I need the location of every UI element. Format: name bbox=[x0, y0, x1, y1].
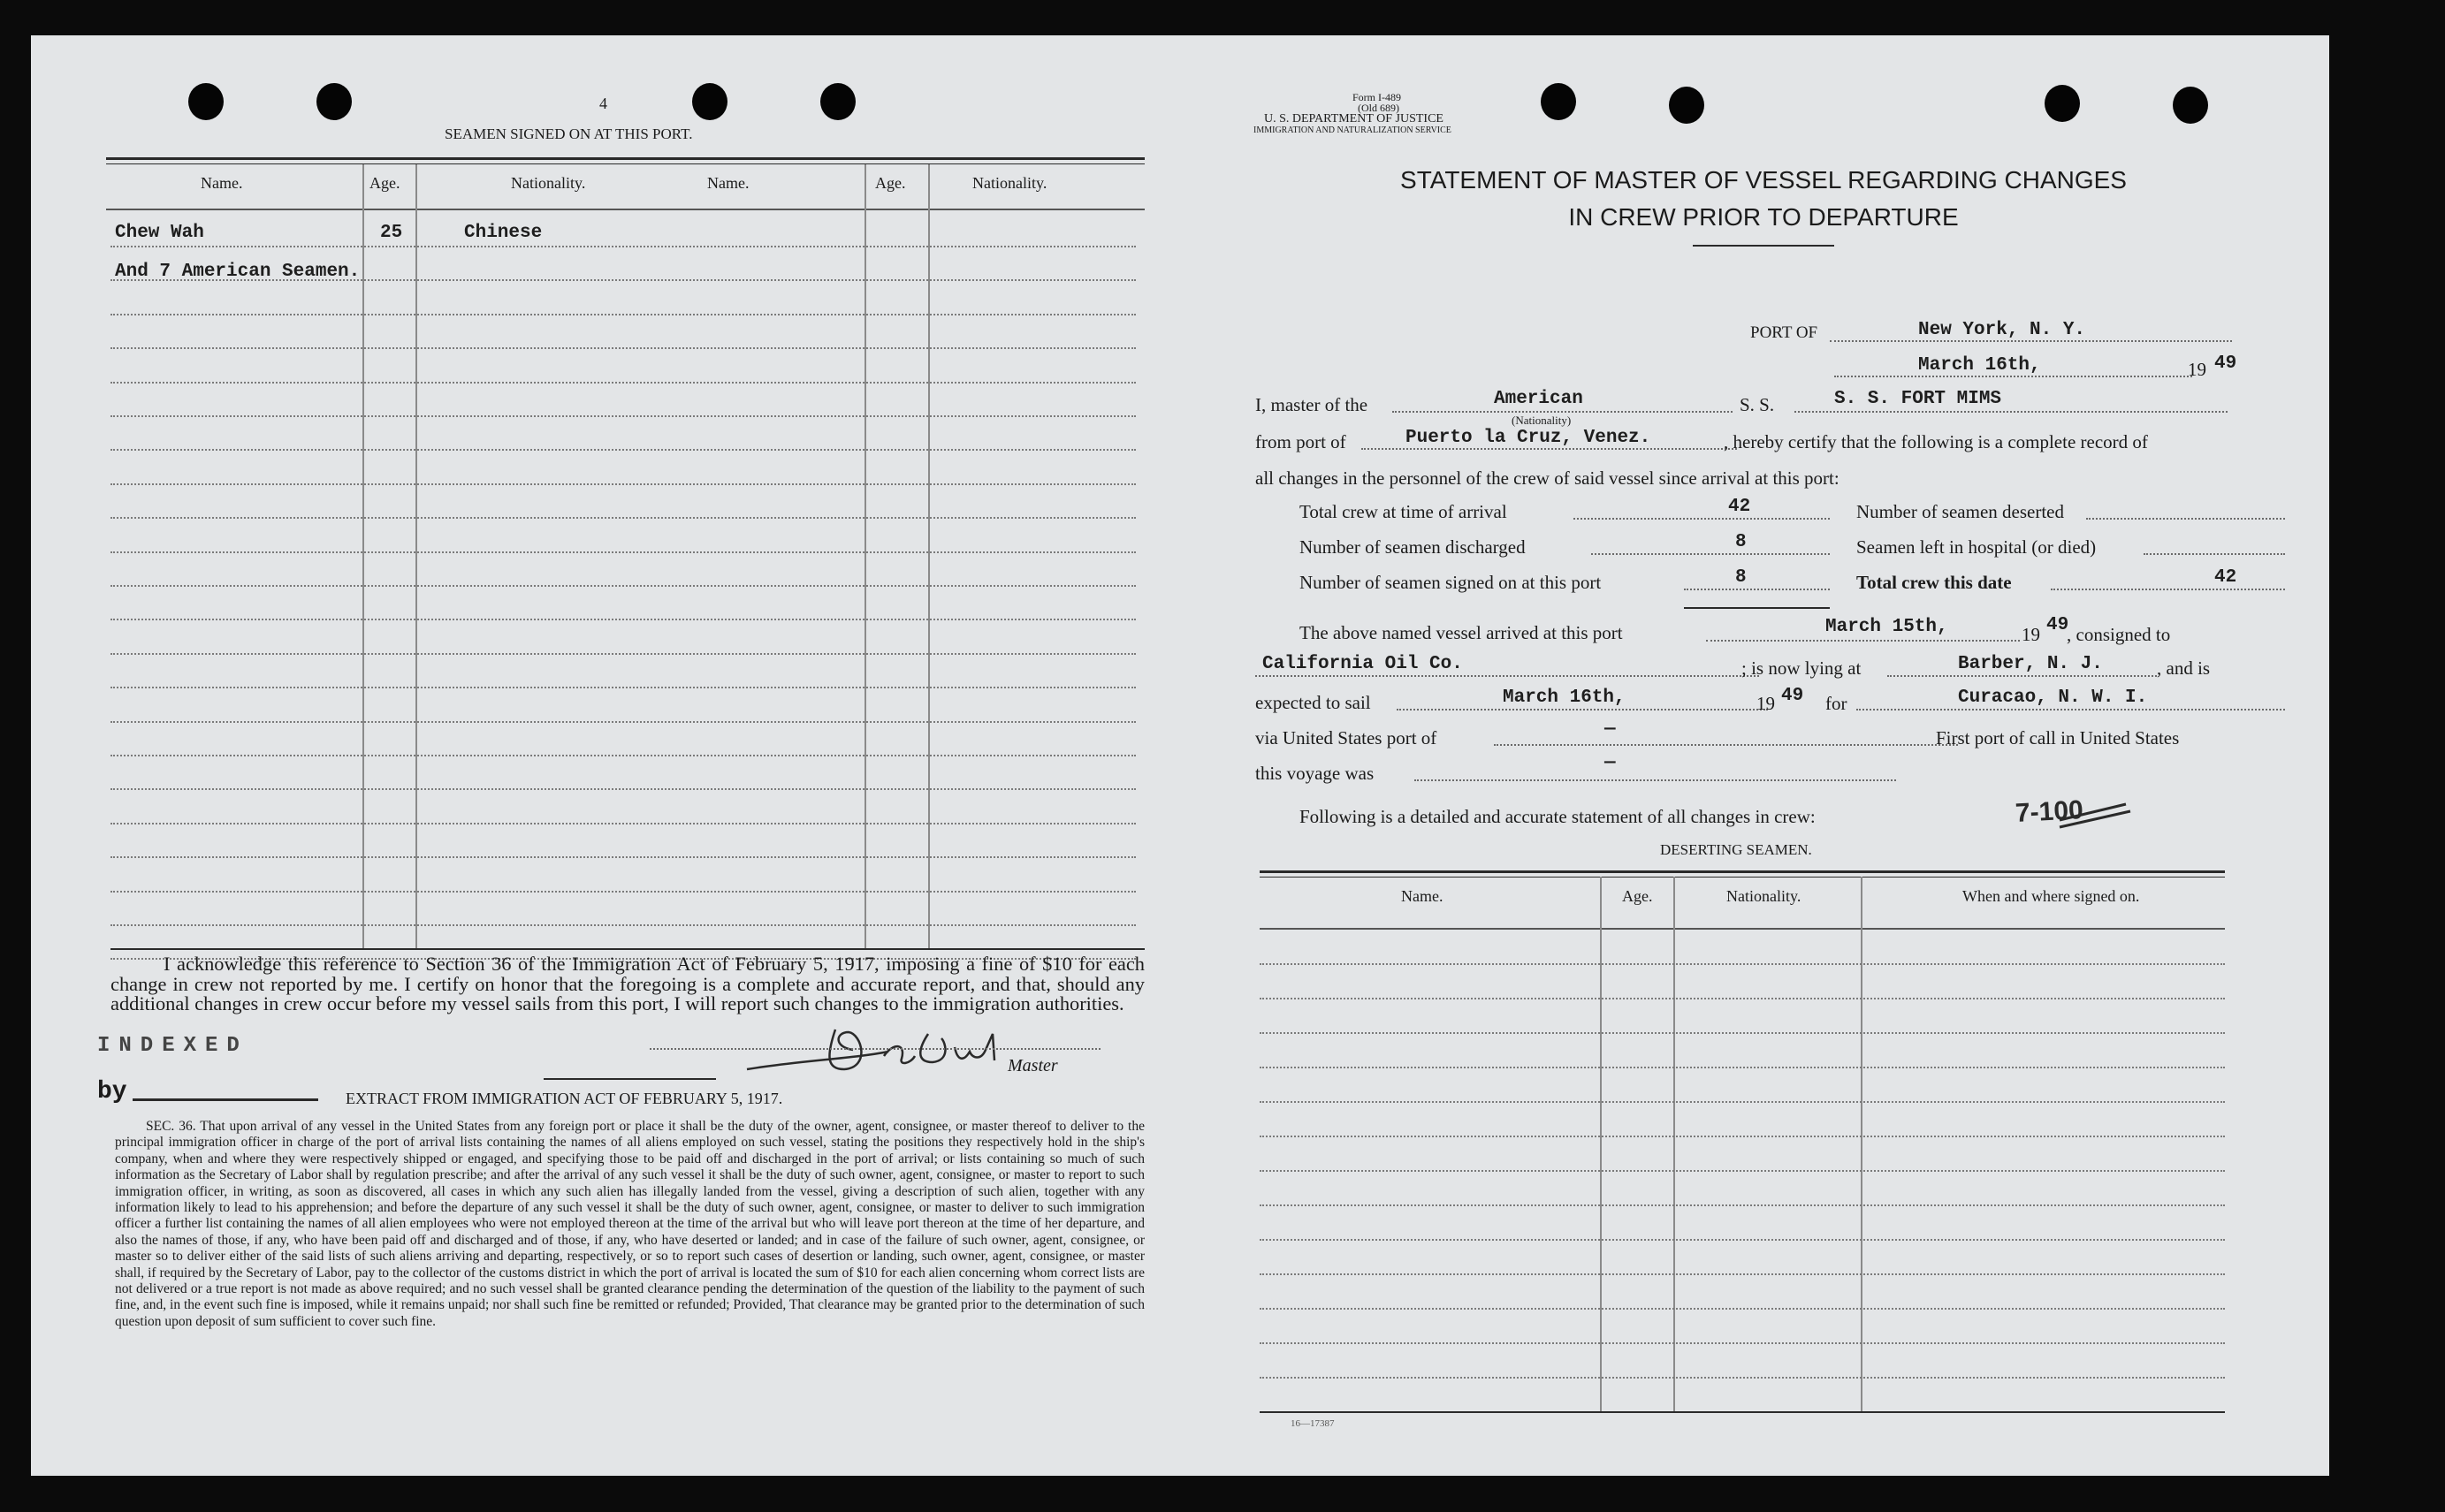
document-sheet bbox=[31, 35, 2329, 1476]
signed-on-label: Number of seamen signed on at this port bbox=[1299, 572, 1602, 593]
deserted-line bbox=[2086, 518, 2285, 520]
table-row-rule bbox=[110, 721, 1136, 723]
footer-code: 16—17387 bbox=[1291, 1418, 1335, 1429]
this-voyage-value: — bbox=[1604, 753, 1616, 773]
nationality-caption: (Nationality) bbox=[1512, 414, 1572, 427]
table-row-rule bbox=[110, 415, 1136, 417]
from-port-label: from port of bbox=[1255, 431, 1346, 452]
signed-on-value: 8 bbox=[1735, 567, 1747, 588]
column-divider bbox=[362, 164, 364, 949]
arrived-year-prefix: 19 bbox=[2022, 624, 2040, 645]
table-row-rule bbox=[110, 585, 1136, 587]
punch-hole bbox=[1541, 83, 1576, 120]
table-row-rule bbox=[110, 856, 1136, 858]
punch-hole bbox=[2173, 87, 2208, 124]
sail-year-prefix: 19 bbox=[1756, 693, 1775, 714]
deserting-row-rule bbox=[1260, 1273, 2225, 1275]
total-crew-arrival-line bbox=[1573, 518, 1830, 520]
deserting-bottom-rule bbox=[1260, 1411, 2225, 1413]
column-header: Nationality. bbox=[972, 174, 1047, 192]
deserting-top-rule bbox=[1260, 870, 2225, 873]
deserting-row-rule bbox=[1260, 1239, 2225, 1241]
port-line bbox=[1830, 340, 2232, 342]
table-cell-name: Chew Wah bbox=[115, 223, 204, 243]
discharged-label: Number of seamen discharged bbox=[1299, 536, 1526, 558]
column-divider bbox=[415, 164, 417, 949]
column-header: Nationality. bbox=[511, 174, 586, 192]
form-old-number: (Old 689) bbox=[1358, 102, 1399, 114]
column-header: Name. bbox=[201, 174, 243, 192]
signed-on-line bbox=[1684, 589, 1830, 590]
column-header: When and where signed on. bbox=[1962, 887, 2140, 905]
punch-hole bbox=[188, 83, 224, 120]
deserting-header-rule bbox=[1260, 928, 2225, 930]
table-top-rule bbox=[106, 163, 1145, 164]
deserting-row-rule bbox=[1260, 1204, 2225, 1206]
section-title-signed-on: SEAMEN SIGNED ON AT THIS PORT. bbox=[445, 125, 693, 142]
deserting-row-rule bbox=[1260, 963, 2225, 965]
master-signature bbox=[729, 1007, 1047, 1087]
column-divider bbox=[1861, 877, 1862, 1411]
nationality-value: American bbox=[1494, 389, 1583, 409]
vessel-name: S. S. FORT MIMS bbox=[1834, 389, 2002, 409]
table-row-rule bbox=[110, 246, 1136, 247]
crossout-mark bbox=[2011, 794, 2135, 838]
sail-date: March 16th, bbox=[1503, 688, 1626, 708]
sail-date-line bbox=[1397, 709, 1768, 710]
title-rule bbox=[1693, 245, 1834, 247]
table-row-rule bbox=[110, 347, 1136, 349]
column-header: Name. bbox=[707, 174, 750, 192]
deserted-label: Number of seamen deserted bbox=[1856, 501, 2064, 522]
indexed-stamp: INDEXED bbox=[97, 1034, 248, 1058]
arrived-label: The above named vessel arrived at this port bbox=[1299, 622, 1623, 643]
table-row-rule bbox=[110, 788, 1136, 790]
deserting-row-rule bbox=[1260, 1032, 2225, 1034]
table-row-rule bbox=[110, 551, 1136, 553]
deserting-title: DESERTING SEAMEN. bbox=[1660, 841, 1812, 858]
lying-value: Barber, N. J. bbox=[1958, 654, 2103, 674]
table-row-rule bbox=[110, 823, 1136, 824]
this-voyage-line bbox=[1414, 779, 1896, 781]
sail-year: 49 bbox=[1781, 686, 1804, 706]
deserting-row-rule bbox=[1260, 998, 2225, 999]
total-today-line bbox=[2051, 589, 2285, 590]
expected-label: expected to sail bbox=[1255, 692, 1371, 713]
column-divider bbox=[1600, 877, 1602, 1411]
punch-hole bbox=[316, 83, 352, 120]
acknowledgment-text: I acknowledge this reference to Section 36 of the Immigration Act of February 5, 1917, imposing a fine of $10 for each change in crew not reported by me. I certify on honor that the foregoing is a complete and accurate report, and that, should any additional changes in crew occur before my vessel sails from this port, I will report such changes to the immigration authorities. bbox=[110, 953, 1145, 1014]
table-header-rule bbox=[106, 209, 1145, 210]
by-line bbox=[133, 1098, 318, 1101]
table-row-rule bbox=[110, 517, 1136, 519]
vessel-line bbox=[1794, 411, 2228, 413]
table-row-rule bbox=[110, 619, 1136, 620]
extract-text: SEC. 36. That upon arrival of any vessel in the United States from any foreign port or place it shall be the duty of the owner, agent, consignee, or master thereof to deliver to the principal immigration officer in charge of the port of arrival lists containing the names of all aliens employed on such vessel, stating the positions they respectively hold in the ship's company, when and where they were respectively shipped or engaged, and specifying those to be paid off and discharged in the port of arrival; or lists containing so much of such information as the Secretary of Labor shall by regulation prescribe; and after the arrival of any such vessel it shall be the duty of such owner, agent, consignee, or master to report to such immigration officer, in writing, as soon as discovered, all cases in which any such alien has illegally landed from the vessel, giving a description of such alien, together with any information likely to lead to his apprehension; and before the departure of any such vessel it shall be the duty of such owner, agent, consignee, or master to deliver to such immigration officer a further list containing the names of all alien employees who were not employed thereon at the time of the arrival but who will leave port thereon at the time of her departure, and also the names of those, if any, who have been paid off and discharged and of those, if any, who have deserted or landed; and in case of the failure of such owner, agent, consignee, or master so to deliver either of the said lists of such aliens arriving and departing, respectively, or so to report such cases of desertion or landing, such owner, agent, consignee, or master shall, if required by the Secretary of Labor, pay to the collector of the customs district in which the port of arrival is located the sum of $10 for each alien concerning whom correct lists are not delivered or a true report is not made as above required; and no such vessel shall be granted clearance pending the determination of the question of the liability to the payment of such fine, and, in the event such fine is imposed, while it remains unpaid; nor shall such fine be remitted or refunded; Provided, That clearance may be granted prior to the determination of such question upon deposit of sum sufficient to cover such fine. bbox=[115, 1119, 1145, 1329]
column-header: Age. bbox=[369, 174, 400, 192]
deserting-row-rule bbox=[1260, 1170, 2225, 1172]
signature-line bbox=[650, 1048, 1101, 1050]
first-port-label: First port of call in United States bbox=[1936, 727, 2180, 748]
following-text: Following is a detailed and accurate statement of all changes in crew: bbox=[1299, 806, 1816, 827]
by-label: by bbox=[97, 1078, 127, 1106]
date-value: March 16th, bbox=[1918, 355, 2041, 376]
all-changes-text: all changes in the personnel of the crew of said vessel since arrival at this port: bbox=[1255, 467, 1839, 489]
total-crew-arrival-value: 42 bbox=[1728, 497, 1751, 517]
punch-hole bbox=[820, 83, 856, 120]
master-label: Master bbox=[1008, 1056, 1058, 1075]
for-label: for bbox=[1825, 693, 1847, 714]
department-name: U. S. DEPARTMENT OF JUSTICE bbox=[1264, 112, 1443, 125]
stats-rule bbox=[1684, 607, 1830, 609]
year-prefix: 19 bbox=[2188, 359, 2206, 380]
discharged-line bbox=[1591, 553, 1830, 555]
table-row-rule bbox=[110, 483, 1136, 485]
table-row-rule bbox=[110, 653, 1136, 655]
certify-text: , hereby certify that the following is a complete record of bbox=[1724, 431, 2148, 452]
page-number: 4 bbox=[599, 95, 607, 112]
form-number: Form I-489 bbox=[1352, 91, 1401, 103]
punch-hole bbox=[692, 83, 727, 120]
hospital-label: Seamen left in hospital (or died) bbox=[1856, 536, 2097, 558]
total-crew-arrival-label: Total crew at time of arrival bbox=[1299, 501, 1507, 522]
deserting-row-rule bbox=[1260, 1308, 2225, 1310]
deserting-top-rule bbox=[1260, 877, 2225, 878]
table-row-rule bbox=[110, 755, 1136, 756]
this-voyage-label: this voyage was bbox=[1255, 763, 1375, 784]
crossed-note: 7-100 bbox=[2015, 795, 2084, 828]
master-of-label: I, master of the bbox=[1255, 394, 1368, 415]
table-row-rule bbox=[110, 687, 1136, 688]
arrived-line bbox=[1706, 640, 2020, 642]
destination-value: Curacao, N. W. I. bbox=[1958, 688, 2148, 708]
and-is-label: , and is bbox=[2157, 657, 2211, 679]
deserting-row-rule bbox=[1260, 1136, 2225, 1137]
service-name: IMMIGRATION AND NATURALIZATION SERVICE bbox=[1253, 125, 1451, 135]
consignee-value: California Oil Co. bbox=[1262, 654, 1463, 674]
via-label: via United States port of bbox=[1255, 727, 1437, 748]
total-today-label: Total crew this date bbox=[1856, 572, 2012, 593]
table-row-rule bbox=[110, 924, 1136, 926]
arrived-date: March 15th, bbox=[1825, 617, 1948, 637]
form-title-line2: IN CREW PRIOR TO DEPARTURE bbox=[1568, 203, 1959, 231]
column-header: Name. bbox=[1401, 887, 1443, 905]
deserting-row-rule bbox=[1260, 1101, 2225, 1103]
port-label: PORT OF bbox=[1750, 323, 1818, 342]
from-port-value: Puerto la Cruz, Venez. bbox=[1405, 428, 1651, 448]
deserting-row-rule bbox=[1260, 1342, 2225, 1344]
from-port-line bbox=[1361, 448, 1737, 450]
table-top-rule bbox=[106, 157, 1145, 160]
arrived-year: 49 bbox=[2046, 615, 2069, 635]
port-value: New York, N. Y. bbox=[1918, 320, 2086, 340]
table-row-rule bbox=[110, 279, 1136, 281]
table-row-rule bbox=[110, 449, 1136, 451]
column-header: Age. bbox=[1622, 887, 1653, 905]
lying-line bbox=[1887, 675, 2157, 677]
consigned-label: , consigned to bbox=[2067, 624, 2171, 645]
total-today-value: 42 bbox=[2214, 567, 2237, 588]
table-row-rule bbox=[110, 314, 1136, 315]
via-line bbox=[1494, 744, 1958, 746]
table-row-rule bbox=[110, 382, 1136, 384]
column-header: Nationality. bbox=[1726, 887, 1801, 905]
column-divider bbox=[928, 164, 930, 949]
year-value: 49 bbox=[2214, 353, 2237, 374]
extract-title: EXTRACT FROM IMMIGRATION ACT OF FEBRUARY 5, 1917. bbox=[346, 1090, 783, 1107]
deserting-row-rule bbox=[1260, 1377, 2225, 1379]
table-row-rule bbox=[110, 891, 1136, 893]
consignee-line bbox=[1255, 675, 1759, 677]
hospital-line bbox=[2144, 553, 2285, 555]
via-value: — bbox=[1604, 719, 1616, 740]
table-cell-nationality: Chinese bbox=[464, 223, 543, 243]
extract-rule bbox=[544, 1078, 716, 1080]
table-cell-age: 25 bbox=[380, 223, 403, 243]
deserting-row-rule bbox=[1260, 1067, 2225, 1068]
form-title-line1: STATEMENT OF MASTER OF VESSEL REGARDING CHANGES bbox=[1400, 166, 2127, 194]
ss-label: S. S. bbox=[1740, 394, 1775, 415]
destination-line bbox=[1856, 709, 2285, 710]
date-line bbox=[1834, 376, 2192, 377]
column-divider bbox=[1673, 877, 1675, 1411]
punch-hole bbox=[2045, 85, 2080, 122]
lying-label: ; is now lying at bbox=[1741, 657, 1862, 679]
column-header: Age. bbox=[875, 174, 906, 192]
nationality-line bbox=[1392, 411, 1733, 413]
table-cell-name: And 7 American Seamen. bbox=[115, 262, 361, 282]
column-divider bbox=[865, 164, 866, 949]
punch-hole bbox=[1669, 87, 1704, 124]
table-bottom-rule bbox=[110, 948, 1145, 950]
discharged-value: 8 bbox=[1735, 532, 1747, 552]
